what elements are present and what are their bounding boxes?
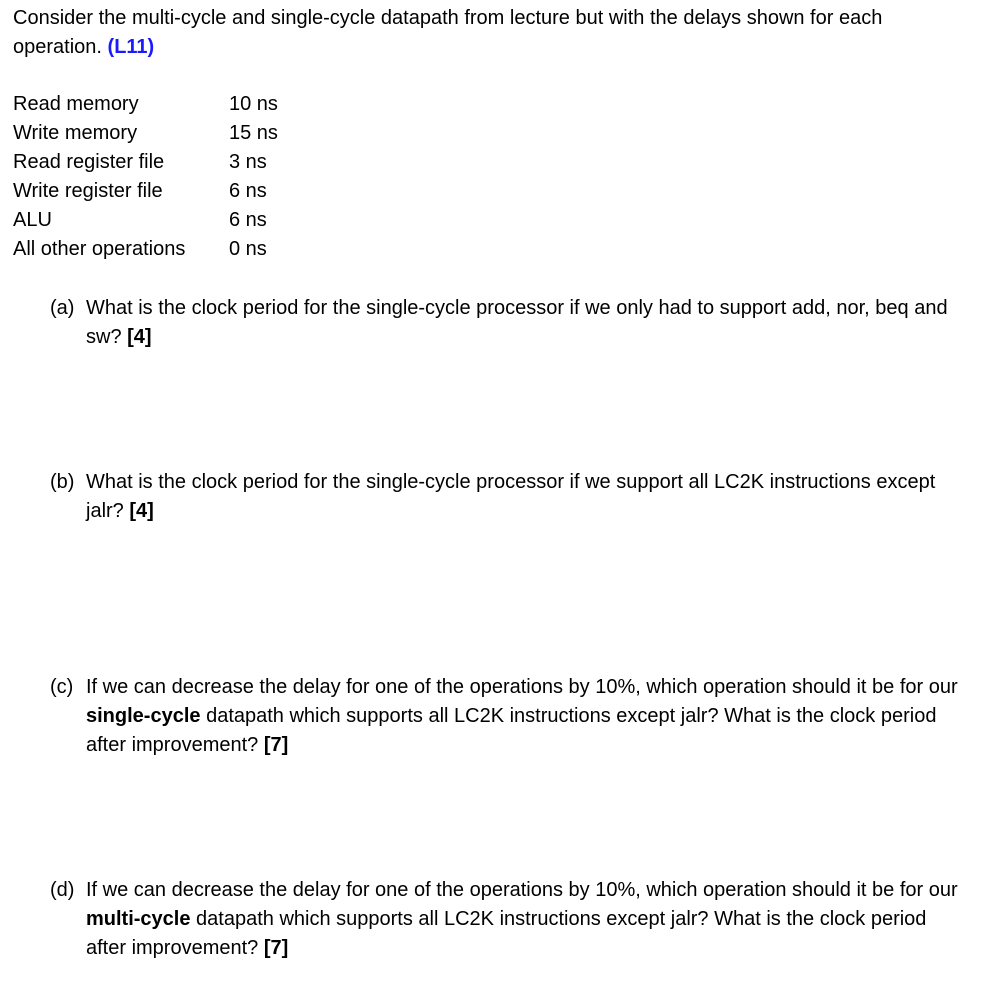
question-text: What is the clock period for the single-cycle processor if we only had to support add, nor, beq and sw?	[86, 297, 948, 348]
question-points: [4]	[129, 500, 154, 522]
delay-row	[13, 119, 413, 148]
operation-name: Write register file	[13, 180, 163, 202]
question-d	[50, 876, 960, 963]
question-text: What is the clock period for the single-cycle processor if we support all LC2K instructions except jalr?	[86, 471, 936, 522]
operation-delay: 10 ns	[229, 93, 278, 115]
operation-name: Write memory	[13, 122, 138, 144]
question-text: datapath which supports all LC2K instructions except jalr? What is the clock period after improvement?	[86, 705, 937, 756]
question-points: [7]	[263, 734, 289, 756]
operation-name: ALU	[13, 209, 52, 231]
question-text: datapath which supports all LC2K instructions except jalr? What is the clock period after improvement?	[86, 908, 927, 959]
question-b	[50, 468, 960, 526]
operation-name: Read memory	[13, 93, 139, 115]
question-emphasis: single-cycle	[86, 705, 201, 727]
question-a	[50, 294, 960, 352]
operation-delay: 6 ns	[229, 180, 267, 202]
operation-name: Read register file	[13, 151, 165, 173]
delay-table	[13, 90, 413, 264]
intro-paragraph	[13, 4, 953, 62]
operation-name: All other operations	[13, 238, 186, 260]
question-text: If we can decrease the delay for one of the operations by 10%, which operation should it be for our	[86, 676, 958, 698]
delay-row	[13, 235, 413, 264]
question-label: (b)	[50, 471, 75, 493]
question-text-block	[86, 294, 960, 352]
question-emphasis: multi-cycle	[86, 908, 191, 930]
intro-text: Consider the multi-cycle and single-cycle datapath from lecture but with the delays shown for each operation.	[13, 7, 883, 58]
operation-delay: 3 ns	[229, 151, 267, 173]
question-label: (a)	[50, 297, 75, 319]
operation-delay: 0 ns	[229, 238, 267, 260]
question-points: [4]	[127, 326, 152, 348]
lecture-reference: (L11)	[107, 36, 155, 58]
question-text: If we can decrease the delay for one of the operations by 10%, which operation should it be for our	[86, 879, 958, 901]
operation-delay: 15 ns	[229, 122, 278, 144]
question-text-block	[86, 876, 960, 963]
question-label: (d)	[50, 879, 75, 901]
delay-row	[13, 177, 413, 206]
question-label: (c)	[50, 676, 74, 698]
question-text-block	[86, 673, 960, 760]
delay-row	[13, 90, 413, 119]
operation-delay: 6 ns	[229, 209, 267, 231]
delay-row	[13, 148, 413, 177]
question-points: [7]	[263, 937, 289, 959]
question-c	[50, 673, 960, 760]
question-text-block	[86, 468, 960, 526]
delay-row	[13, 206, 413, 235]
